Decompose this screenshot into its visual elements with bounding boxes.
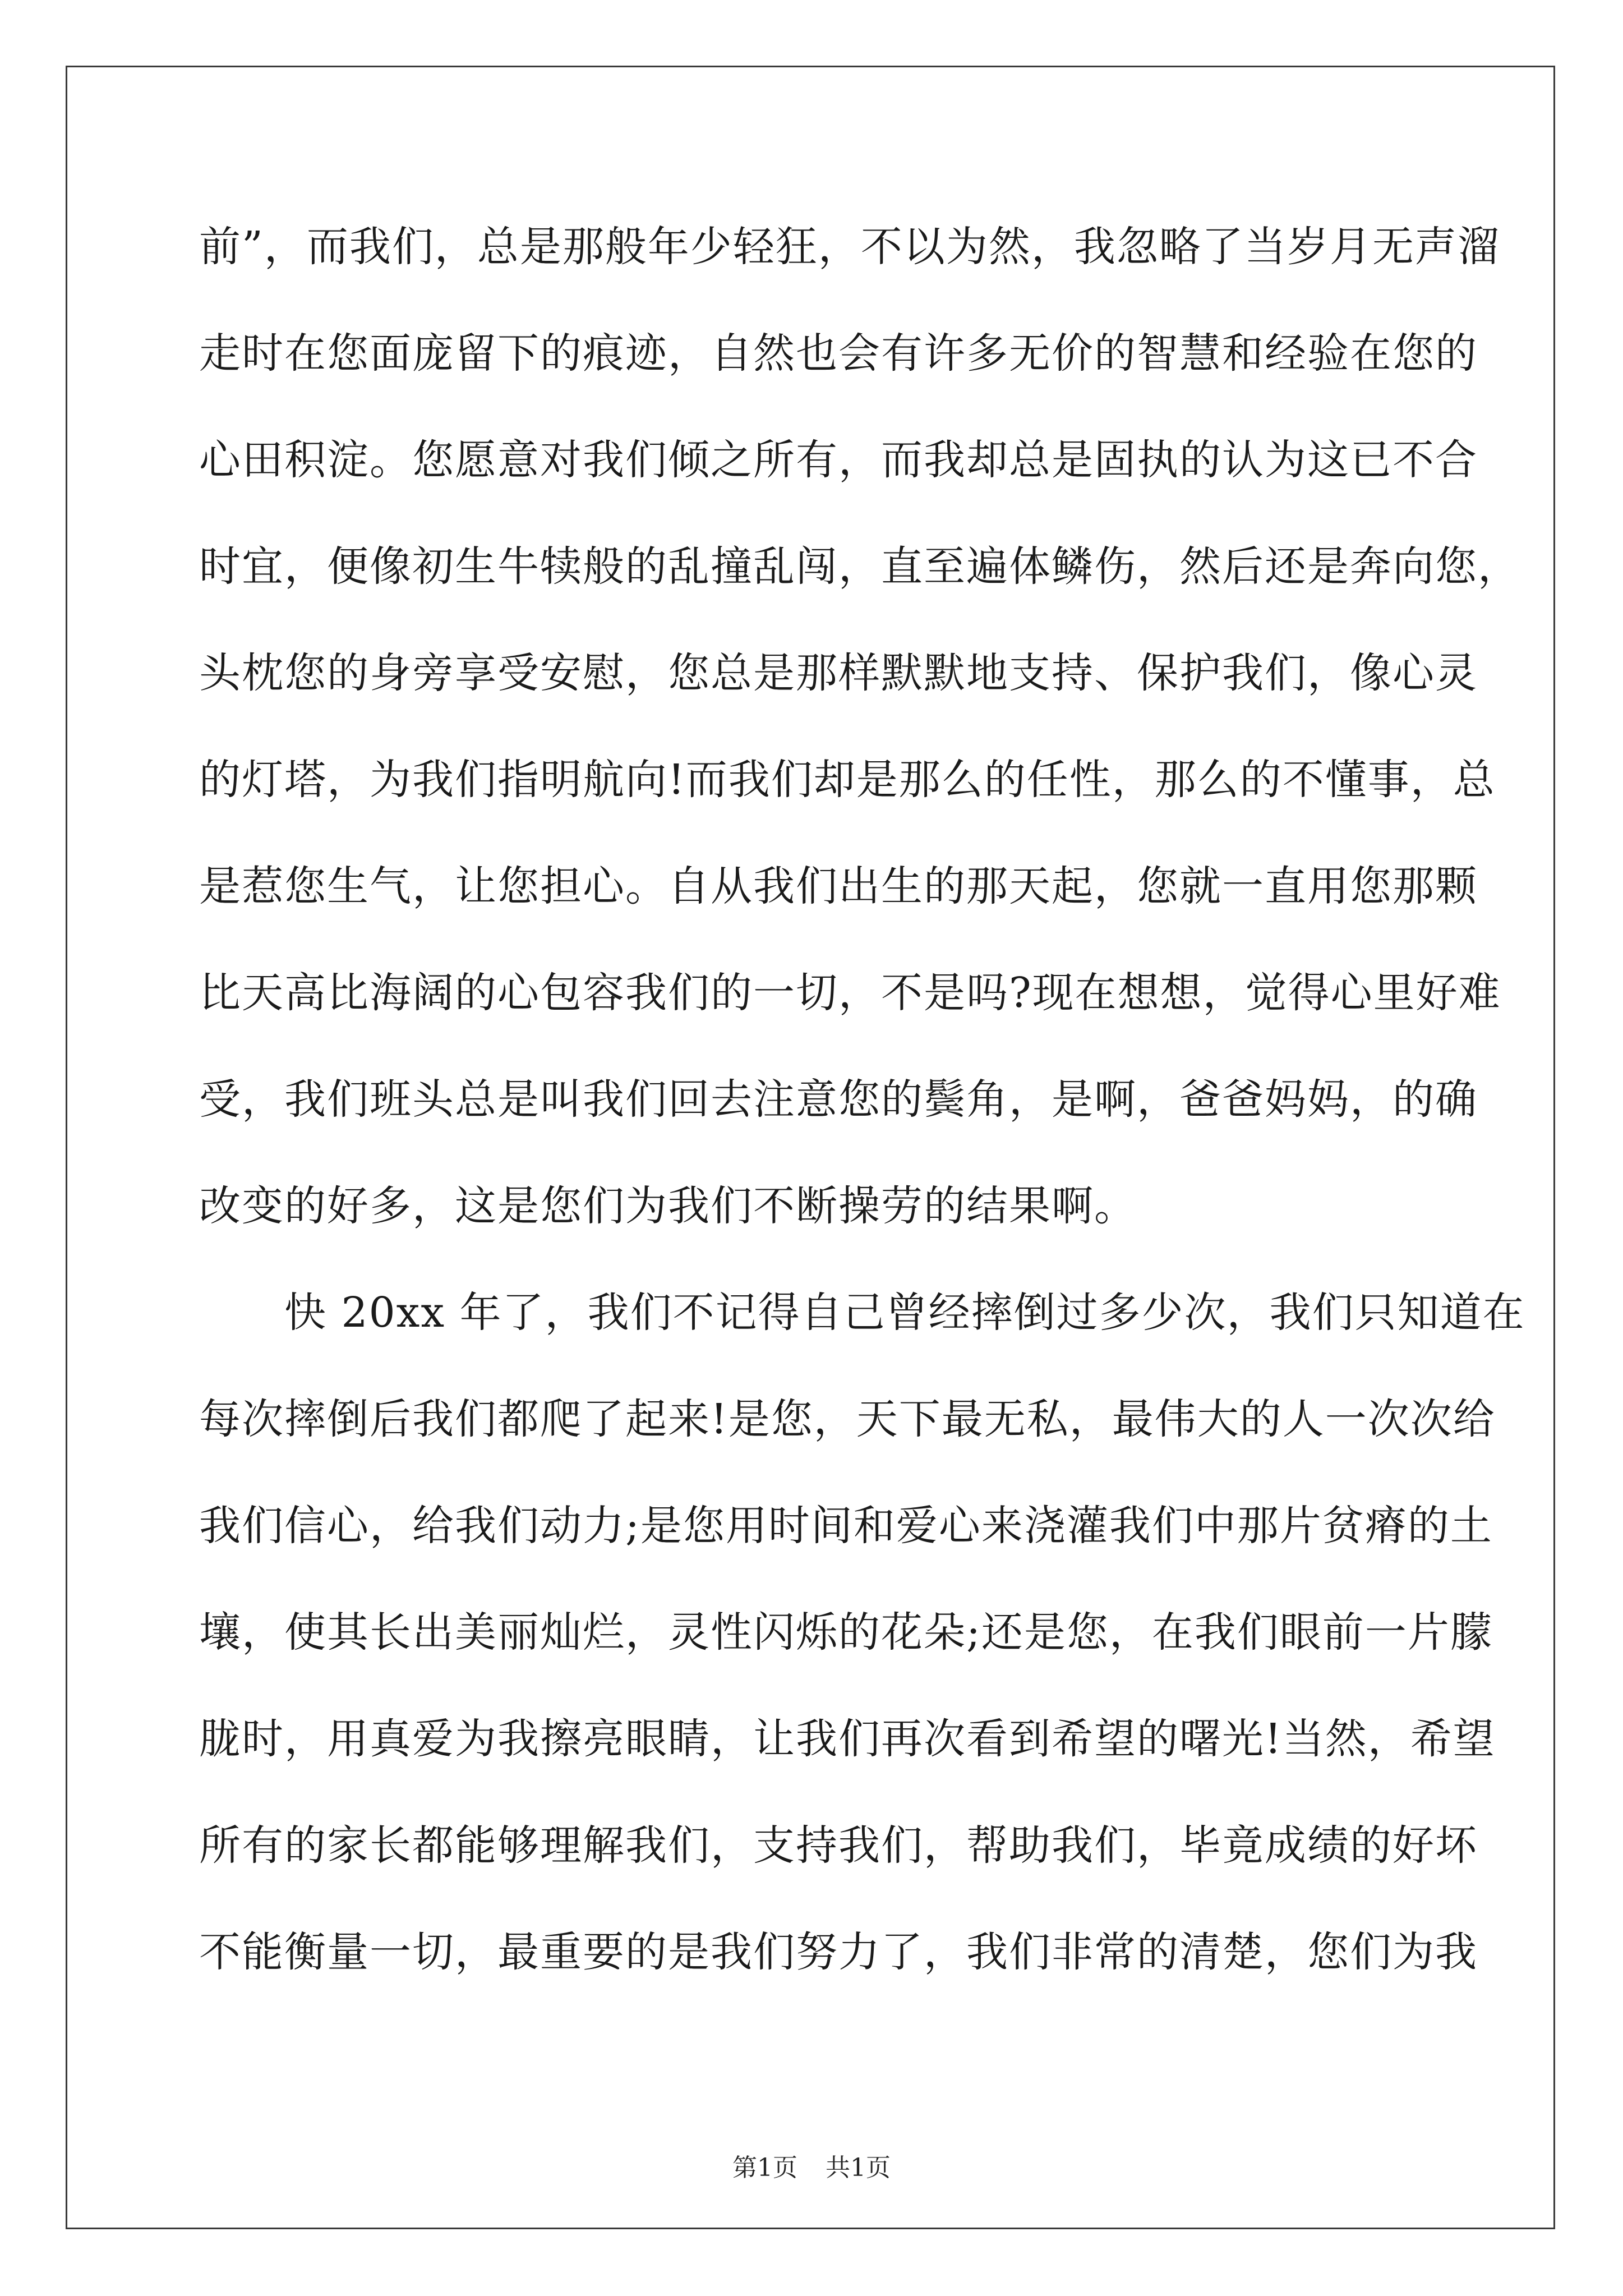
text-line: 比天高比海阔的心包容我们的一切，不是吗?现在想想，觉得心里好难	[199, 969, 1501, 1017]
text-line: 时宜，便像初生牛犊般的乱撞乱闯，直至遍体鳞伤，然后还是奔向您，	[199, 542, 1520, 591]
text-line: 受，我们班头总是叫我们回去注意您的鬓角，是啊，爸爸妈妈，的确	[199, 1075, 1478, 1124]
page-number: 第1页	[732, 2154, 797, 2182]
document-body	[199, 208, 1525, 2019]
text-line: 我们信心，给我们动力;是您用时间和爱心来浇灌我们中那片贫瘠的土	[199, 1502, 1493, 1550]
page-footer	[0, 2147, 1623, 2183]
text-line: 所有的家长都能够理解我们，支持我们，帮助我们，毕竟成绩的好坏	[199, 1821, 1478, 1870]
text-line: 是惹您生气，让您担心。自从我们出生的那天起，您就一直用您那颗	[199, 862, 1478, 910]
text-line: 不能衡量一切，最重要的是我们努力了，我们非常的清楚，您们为我	[199, 1928, 1478, 1976]
text-line: 每次摔倒后我们都爬了起来!是您，天下最无私，最伟大的人一次次给	[199, 1395, 1496, 1443]
text-line: 心田积淀。您愿意对我们倾之所有，而我却总是固执的认为这已不合	[199, 436, 1478, 484]
text-line: 走时在您面庞留下的痕迹，自然也会有许多无价的智慧和经验在您的	[199, 329, 1478, 378]
text-line: 胧时，用真爱为我擦亮眼睛，让我们再次看到希望的曙光!当然，希望	[199, 1715, 1496, 1763]
page-total: 共1页	[826, 2154, 891, 2182]
text-line: 头枕您的身旁享受安慰，您总是那样默默地支持、保护我们，像心灵	[199, 649, 1478, 697]
text-line: 的灯塔，为我们指明航向!而我们却是那么的任性，那么的不懂事，总	[199, 756, 1496, 804]
text-line: 壤，使其长出美丽灿烂，灵性闪烁的花朵;还是您，在我们眼前一片朦	[199, 1608, 1493, 1657]
text-line: 前”，而我们，总是那般年少轻狂，不以为然，我忽略了当岁月无声溜	[199, 223, 1500, 271]
text-line: 快 20xx 年了，我们不记得自己曾经摔倒过多少次，我们只知道在	[199, 1289, 1525, 1337]
text-line: 改变的好多，这是您们为我们不断操劳的结果啊。	[199, 1182, 1137, 1230]
